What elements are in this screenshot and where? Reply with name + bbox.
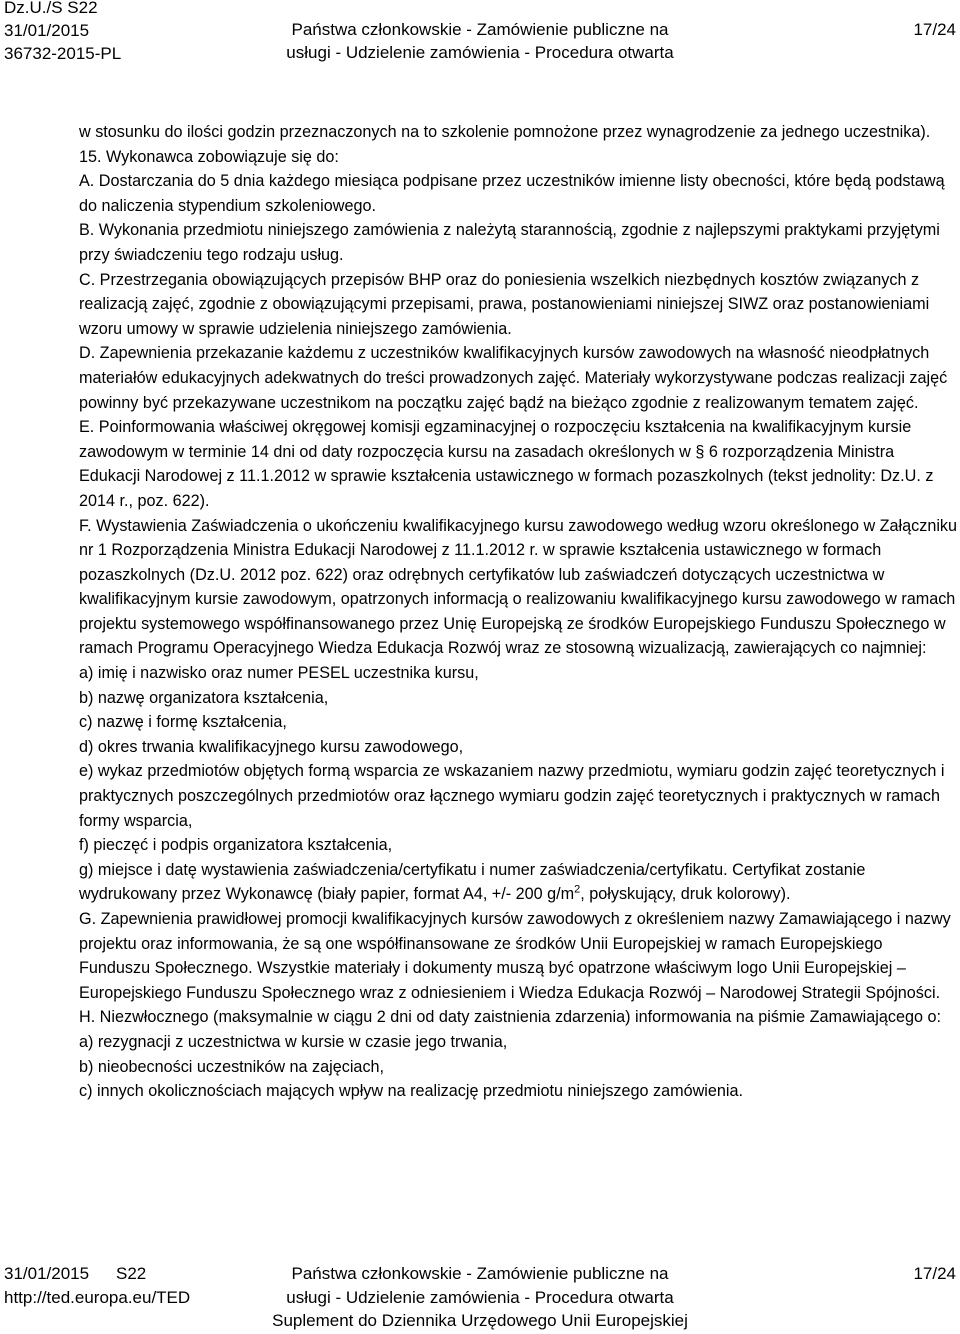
- footer-page-number: 17/24: [913, 1264, 956, 1283]
- paragraph-g-text: g) miejsce i datę wystawienia zaświadczenia/certyfikatu i numer zaświadczenia/certyfikatu. Certyfikat zostanie wydrukowany przez Wykonawcę (biały papier, format A4, +/- 200 g/m: [79, 860, 866, 904]
- header-title: [0, 18, 960, 64]
- footer-date: 31/01/2015: [4, 1264, 90, 1283]
- footer-title-line1: Państwa członkowskie - Zamówienie publiczne na: [291, 1264, 669, 1283]
- paragraph: B. Wykonania przedmiotu niniejszego zamówienia z należytą starannością, zgodnie z najlepszymi praktykami przyjętymi przy świadczeniu tego rodzaju usług.: [79, 221, 940, 264]
- page-header: [0, 0, 960, 72]
- paragraph: F. Wystawienia Zaświadczenia o ukończeniu kwalifikacyjnego kursu zawodowego według wzoru określonego w Załączniku nr 1 Rozporządzenia Ministra Edukacji Narodowej z 11.1.2012 r. w sprawie kształcenia ustawicznego w formach pozaszkolnych (Dz.U. 2012 poz. 622) oraz odrębnych certyfikatów lub zaświadczeń dotyczących uczestnictwa w kwalifikacyjnym kursie zawodowym, opatrzonych informacją o realizowaniu kwalifikacyjnego kursu zawodowego w ramach projektu systemowego współfinansowanego przez Unię Europejską ze środków Europejskiego Funduszu Społecznego w ramach Programu Operacyjnego Wiedza Edukacja Rozwój wraz ze stosowną wizualizacją, zawierających co najmniej:: [79, 516, 958, 658]
- paragraph: E. Poinformowania właściwej okręgowej komisji egzaminacyjnej o rozpoczęciu kształcenia na kwalifikacyjnym kursie zawodowym w terminie 14 dni od daty rozpoczęcia kursu na zasadach określonych w § 6 rozporządzenia Ministra Edukacji Narodowej z 11.1.2012 w sprawie kształcenia ustawicznego w formach pozaszkolnych (tekst jednolity: Dz.U. z 2014 r., poz. 622).: [79, 418, 934, 510]
- paragraph: e) wykaz przedmiotów objętych formą wsparcia ze wskazaniem nazwy przedmiotu, wymiaru godzin zajęć teoretycznych i praktycznych poszczególnych przedmiotów oraz łącznego wymiaru godzin zajęć teoretycznych i praktycznych w ramach formy wsparcia,: [79, 762, 945, 830]
- header-doc-ref: Dz.U./S S22: [4, 0, 98, 17]
- paragraph: f) pieczęć i podpis organizatora kształcenia,: [79, 836, 393, 855]
- paragraph-g-text-end: , połyskujący, druk kolorowy).: [580, 885, 791, 904]
- paragraph: 15. Wykonawca zobowiązuje się do:: [79, 147, 339, 166]
- footer-title: [0, 1262, 960, 1333]
- paragraph: D. Zapewnienia przekazanie każdemu z uczestników kwalifikacyjnych kursów zawodowych na własność nieodpłatnych materiałów edukacyjnych adekwatnych do treści prowadzonych zajęć. Materiały wykorzystywane podczas realizacji zajęć powinny być przekazywane uczestnikom na początku zajęć bądź na bieżąco zgodnie z realizowanym tematem zajęć.: [79, 344, 948, 412]
- paragraph-group: [79, 907, 957, 1104]
- paragraph: a) rezygnacji z uczestnictwa w kursie w czasie jego trwania,: [79, 1032, 508, 1051]
- paragraph: A. Dostarczania do 5 dnia każdego miesiąca podpisane przez uczestników imienne listy obecności, które będą podstawą do naliczenia stypendium szkoleniowego.: [79, 172, 945, 215]
- paragraph: G. Zapewnienia prawidłowej promocji kwalifikacyjnych kursów zawodowych z określeniem nazwy Zamawiającego i nazwy projektu oraz informowania, że są one współfinansowane ze środków Unii Europejskiej w ramach Europejskiego Funduszu Społecznego. Wszystkie materiały i dokumenty muszą być opatrzone właściwym logo Unii Europejskiej – Europejskiego Funduszu Społecznego wraz z odniesieniem i Wiedza Edukacja Rozwój – Narodowej Strategii Spójności.: [79, 910, 951, 1002]
- footer-url[interactable]: http://ted.europa.eu/TED: [4, 1287, 191, 1307]
- footer-title-line3: Suplement do Dziennika Urzędowego Unii Europejskiej: [272, 1311, 688, 1330]
- paragraph: b) nazwę organizatora kształcenia,: [79, 688, 329, 707]
- footer-title-line2: usługi - Udzielenie zamówienia - Procedura otwarta: [286, 1287, 674, 1307]
- paragraph-group: [79, 120, 957, 858]
- document-body: [79, 120, 957, 1104]
- paragraph: H. Niezwłocznego (maksymalnie w ciągu 2 dni od daty zaistnienia zdarzenia) informowania na piśmie Zamawiającego o:: [79, 1008, 941, 1027]
- header-title-line1: Państwa członkowskie - Zamówienie publiczne na: [291, 20, 669, 39]
- paragraph: c) innych okolicznościach mających wpływ na realizację przedmiotu niniejszego zamówienia.: [79, 1082, 743, 1101]
- superscript: 2: [574, 884, 581, 897]
- paragraph: b) nieobecności uczestników na zajęciach,: [79, 1057, 385, 1076]
- paragraph: c) nazwę i formę kształcenia,: [79, 713, 287, 732]
- header-page-number: 17/24: [913, 20, 956, 39]
- header-notice-number: 36732-2015-PL: [4, 44, 122, 63]
- footer-series: S22: [116, 1264, 147, 1283]
- paragraph: a) imię i nazwisko oraz numer PESEL uczestnika kursu,: [79, 664, 479, 683]
- header-date: 31/01/2015: [4, 21, 90, 40]
- page-footer: [0, 1262, 960, 1334]
- paragraph-g: [79, 858, 957, 907]
- paragraph: C. Przestrzegania obowiązujących przepisów BHP oraz do poniesienia wszelkich niezbędnych kosztów związanych z realizacją zajęć, zgodnie z obowiązującymi przepisami, prawa, postanowieniami niniejszej SIWZ oraz postanowieniami wzoru umowy w sprawie udzielenia niniejszego zamówienia.: [79, 270, 930, 338]
- paragraph: d) okres trwania kwalifikacyjnego kursu zawodowego,: [79, 737, 464, 756]
- header-title-line2: usługi - Udzielenie zamówienia - Procedura otwarta: [286, 43, 674, 62]
- paragraph: w stosunku do ilości godzin przeznaczonych na to szkolenie pomnożone przez wynagrodzenie za jednego uczestnika).: [79, 123, 931, 141]
